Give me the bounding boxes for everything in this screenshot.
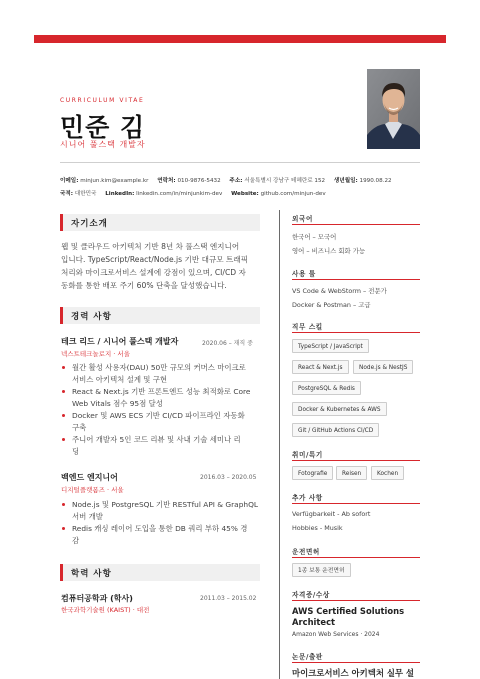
- job-date-2: 2016.03 – 2020.05: [200, 474, 257, 481]
- section-education-title: 학력 사항: [71, 569, 112, 579]
- job-role: 시니어 풀스택 개발자: [60, 140, 146, 149]
- skills-title: 직무 스킬: [292, 323, 323, 331]
- license-title: 운전면허: [292, 548, 320, 556]
- license-underline: [292, 557, 420, 558]
- skill-chip: PostgreSQL & Redis: [292, 381, 361, 395]
- contact-birth: [334, 178, 392, 184]
- hobby-chip: Kochen: [371, 466, 404, 480]
- skill-chip: Node.js & NestJS: [353, 360, 413, 374]
- nationality-label: 국적:: [60, 191, 74, 197]
- extra-item: Hobbies - Musik: [292, 524, 343, 532]
- tools-underline: [292, 279, 420, 280]
- job-company-2: 디지털플랫폼즈 · 서울: [61, 486, 124, 494]
- cert-title: 자격증/수상: [292, 591, 330, 599]
- phone-value: 010-9876-5432: [177, 178, 221, 184]
- bullet-line: Node.js 및 PostgreSQL 기반 RESTful API & GraphQL: [72, 500, 259, 509]
- job-date-1: 2020.06 – 재직 중: [202, 340, 253, 347]
- bullet-line: Redis 캐싱 레이어 도입을 통한 DB 쿼리 부하 45% 경: [72, 524, 248, 533]
- linkedin-label: LinkedIn:: [105, 191, 135, 197]
- header-divider: [60, 162, 420, 163]
- contact-nationality: [60, 191, 96, 197]
- publication-underline: [292, 662, 420, 663]
- website-label: Website:: [231, 191, 259, 197]
- intro-text: [61, 240, 263, 292]
- cv-label: CURRICULUM VITAE: [60, 97, 145, 104]
- email-label: 이메일:: [60, 178, 79, 184]
- hobby-chip: Fotografie: [292, 466, 333, 480]
- cert-name-line: AWS Certified Solutions: [292, 606, 405, 616]
- profile-photo: [367, 69, 420, 149]
- extra-item: Verfügbarkeit - Ab sofort: [292, 510, 371, 518]
- contact-line-2: [60, 189, 326, 197]
- skill-chip: TypeScript / JavaScript: [292, 339, 369, 353]
- cert-name: [292, 606, 422, 628]
- bullet-line: Docker 및 AWS ECS 기반 CI/CD 파이프라인 자동화: [72, 411, 245, 420]
- intro-line: 웹 및 클라우드 아키텍처 기반 8년 차 풀스택 엔지니어: [61, 242, 240, 251]
- list-item: [61, 523, 263, 547]
- languages-title: 외국어: [292, 215, 313, 223]
- skills-underline: [292, 332, 420, 333]
- job-bullets-2: [61, 499, 263, 547]
- hobby-chip: Reisen: [336, 466, 367, 480]
- list-item: [61, 410, 263, 434]
- cert-name-line: Architect: [292, 617, 336, 627]
- bullet-line: 월간 활성 사용자(DAU) 50만 규모의 커머스 마이크로: [72, 363, 246, 372]
- email-value: minjun.kim@example.kr: [80, 178, 149, 184]
- language-item: 영어 – 비즈니스 회화 가능: [292, 247, 366, 255]
- section-education: [60, 564, 260, 581]
- edu-school: 한국과학기술원 (KAIST) · 대전: [61, 606, 150, 614]
- intro-line: 처리와 마이크로서비스 설계에 강점이 있으며, CI/CD 자: [61, 268, 246, 277]
- section-intro-title: 자기소개: [71, 219, 108, 229]
- extra-underline: [292, 503, 420, 504]
- bullet-line: 서버 개발: [72, 512, 103, 521]
- bullet-line: 구축: [72, 423, 87, 432]
- phone-label: 연락처:: [157, 178, 176, 184]
- birth-value: 1990.08.22: [359, 178, 392, 184]
- address-label: 주소:: [229, 178, 243, 184]
- publication-name: 마이크로서비스 아키텍처 실무 설: [292, 668, 415, 678]
- contact-line-1: [60, 176, 392, 184]
- accent-top-bar: [34, 35, 446, 43]
- nationality-value: 대한민국: [74, 191, 97, 197]
- bullet-line: 감: [72, 536, 80, 545]
- language-item: 한국어 – 모국어: [292, 233, 337, 241]
- bullet-line: React & Next.js 기반 프론트엔드 성능 최적화로 Core: [72, 387, 251, 396]
- contact-phone: [157, 178, 220, 184]
- edu-degree: 컴퓨터공학과 (학사): [61, 594, 133, 603]
- intro-line: 입니다. TypeScript/React/Node.js 기반 대규모 트래픽: [61, 255, 249, 264]
- list-item: [61, 499, 263, 523]
- person-name: 민준 김: [60, 113, 146, 142]
- address-value: 서울특별시 강남구 테헤란로 152: [244, 178, 326, 184]
- license-chip: 1종 보통 운전면허: [292, 563, 351, 577]
- bullet-line: Web Vitals 점수 95점 달성: [72, 399, 163, 408]
- hobbies-title: 취미/특기: [292, 451, 323, 459]
- tool-item: VS Code & WebStorm – 전문가: [292, 287, 387, 295]
- job-bullets-1: [61, 362, 263, 458]
- bullet-line: 주니어 개발자 5인 코드 리뷰 및 사내 기술 세미나 리: [72, 435, 241, 444]
- extra-title: 추가 사항: [292, 494, 323, 502]
- contact-linkedin: [105, 191, 222, 197]
- cert-issuer: Amazon Web Services · 2024: [292, 631, 380, 638]
- tool-item: Docker & Postman – 고급: [292, 301, 371, 309]
- languages-underline: [292, 224, 420, 225]
- tools-title: 사용 툴: [292, 270, 316, 278]
- bullet-line: 서비스 아키텍처 설계 및 구현: [72, 375, 168, 384]
- contact-email: [60, 178, 148, 184]
- contact-address: [229, 178, 325, 184]
- section-experience: [60, 307, 260, 324]
- bullet-line: 딩: [72, 447, 80, 456]
- list-item: [61, 386, 263, 410]
- skill-chip: Docker & Kubernetes & AWS: [292, 402, 387, 416]
- job-company-1: 넥스트테크놀로지 · 서울: [61, 350, 130, 358]
- profile-photo-illustration: [367, 69, 420, 149]
- column-divider: [279, 210, 280, 679]
- edu-date: 2011.03 – 2015.02: [200, 595, 257, 602]
- skill-chip: Git / GitHub Actions CI/CD: [292, 423, 379, 437]
- job-title-2: 백엔드 엔지니어: [61, 473, 118, 482]
- hobbies-underline: [292, 460, 420, 461]
- skill-chip: React & Next.js: [292, 360, 349, 374]
- intro-line: 동화를 통한 배포 주기 60% 단축을 달성했습니다.: [61, 281, 227, 290]
- linkedin-link[interactable]: linkedin.com/in/minjunkim-dev: [136, 191, 223, 197]
- contact-website: [231, 191, 326, 197]
- cert-underline: [292, 600, 420, 601]
- list-item: [61, 362, 263, 386]
- job-title-1: 테크 리드 / 시니어 풀스택 개발자: [61, 337, 179, 346]
- section-intro: [60, 214, 260, 231]
- section-experience-title: 경력 사항: [71, 312, 112, 322]
- website-link[interactable]: github.com/minjun-dev: [260, 191, 326, 197]
- birth-label: 생년월일:: [333, 178, 358, 184]
- publication-title: 논문/출판: [292, 653, 323, 661]
- list-item: [61, 434, 263, 458]
